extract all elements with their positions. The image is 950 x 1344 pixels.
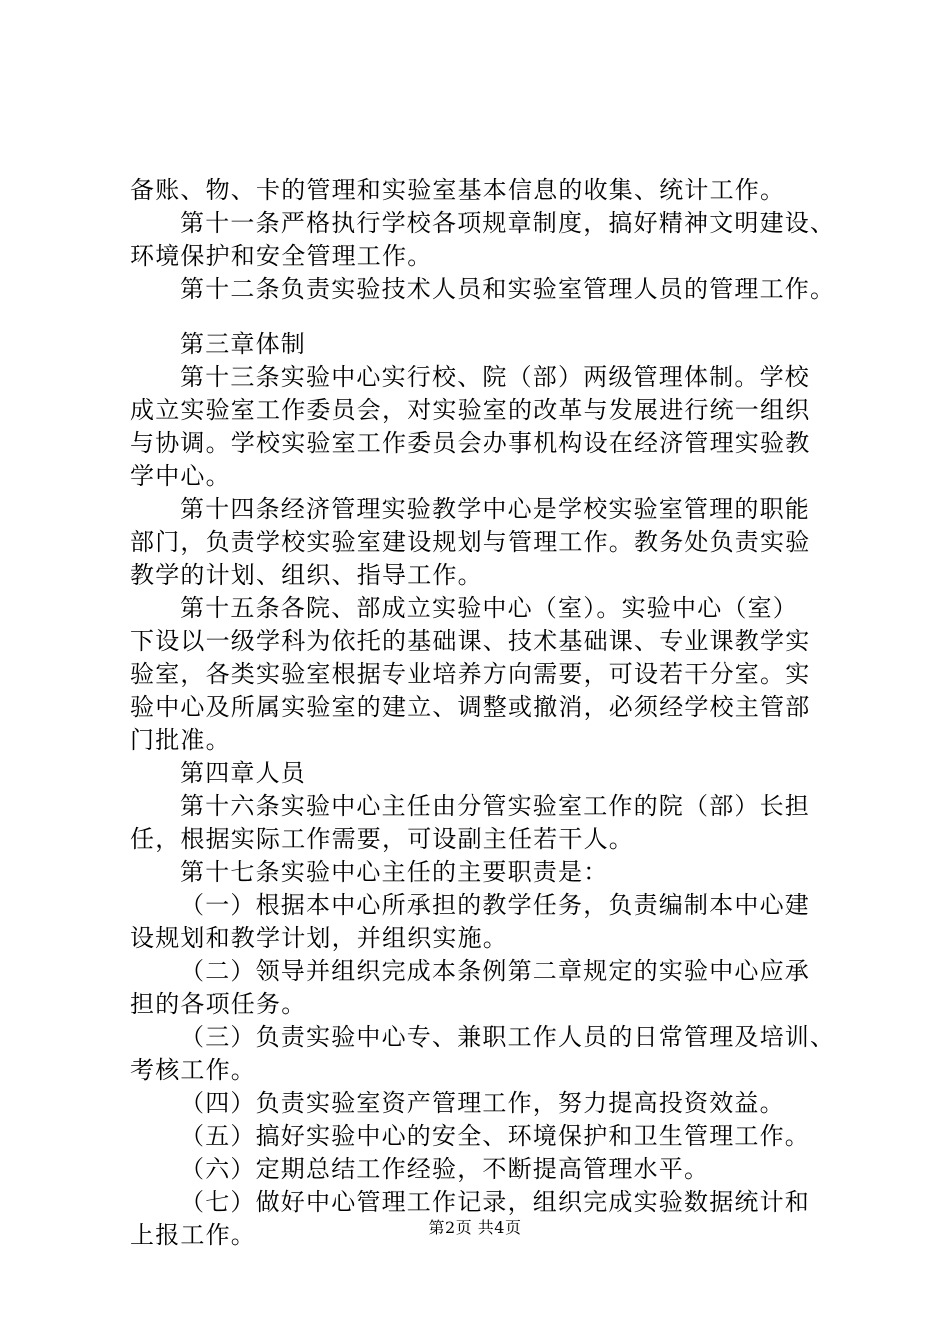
chapter-3-heading: 第三章体制	[180, 330, 306, 358]
text-line: 与协调。学校实验室工作委员会办事机构设在经济管理实验教	[130, 429, 811, 457]
document-body	[130, 174, 850, 1252]
text-line: 任，根据实际工作需要，可设副主任若干人。	[130, 825, 634, 853]
text-line: 设规划和教学计划，并组织实施。	[130, 924, 508, 952]
text-line: 下设以一级学科为依托的基础课、技术基础课、专业课教学实	[130, 627, 811, 655]
text-line: 担的各项任务。	[130, 990, 307, 1018]
duty-item-6: （六）定期总结工作经验，不断提高管理水平。	[180, 1155, 710, 1183]
article-12: 第十二条负责实验技术人员和实验室管理人员的管理工作。	[180, 275, 836, 303]
paragraph-gap	[130, 306, 850, 328]
text-line: 备账、物、卡的管理和实验室基本信息的收集、统计工作。	[130, 176, 786, 204]
duty-item-3: （三）负责实验中心专、兼职工作人员的日常管理及培训、	[180, 1023, 836, 1051]
article-15: 第十五条各院、部成立实验中心（室）。实验中心（室）	[180, 594, 798, 622]
text-line: 部门，负责学校实验室建设规划与管理工作。教务处负责实验	[130, 528, 811, 556]
text-line: 考核工作。	[130, 1056, 256, 1084]
text-line: 验室，各类实验室根据专业培养方向需要，可设若干分室。实	[130, 660, 811, 688]
duty-item-4: （四）负责实验室资产管理工作，努力提高投资效益。	[180, 1089, 785, 1117]
duty-item-7: （七）做好中心管理工作记录，组织完成实验数据统计和	[180, 1188, 810, 1216]
text-line: 上报工作。	[130, 1221, 256, 1249]
duty-item-5: （五）搞好实验中心的安全、环境保护和卫生管理工作。	[180, 1122, 810, 1150]
chapter-4-heading: 第四章人员	[180, 759, 306, 787]
article-11: 第十一条严格执行学校各项规章制度，搞好精神文明建设、	[180, 209, 836, 237]
text-line: 门批准。	[130, 726, 231, 754]
text-line: 学中心。	[130, 462, 231, 490]
text-line: 验中心及所属实验室的建立、调整或撤消，必须经学校主管部	[130, 693, 811, 721]
duty-item-1: （一）根据本中心所承担的教学任务，负责编制本中心建	[180, 891, 810, 919]
page-number-footer: 第2页 共4页	[428, 1218, 522, 1237]
text-line: 环境保护和安全管理工作。	[130, 242, 433, 270]
article-13: 第十三条实验中心实行校、院（部）两级管理体制。学校	[180, 363, 810, 391]
text-line: 成立实验室工作委员会，对实验室的改革与发展进行统一组织	[130, 396, 811, 424]
text-line: 教学的计划、组织、指导工作。	[130, 561, 483, 589]
article-14: 第十四条经济管理实验教学中心是学校实验室管理的职能	[180, 495, 810, 523]
article-17: 第十七条实验中心主任的主要职责是：	[180, 858, 609, 886]
article-16: 第十六条实验中心主任由分管实验室工作的院（部）长担	[180, 792, 810, 820]
duty-item-2: （二）领导并组织完成本条例第二章规定的实验中心应承	[180, 957, 810, 985]
